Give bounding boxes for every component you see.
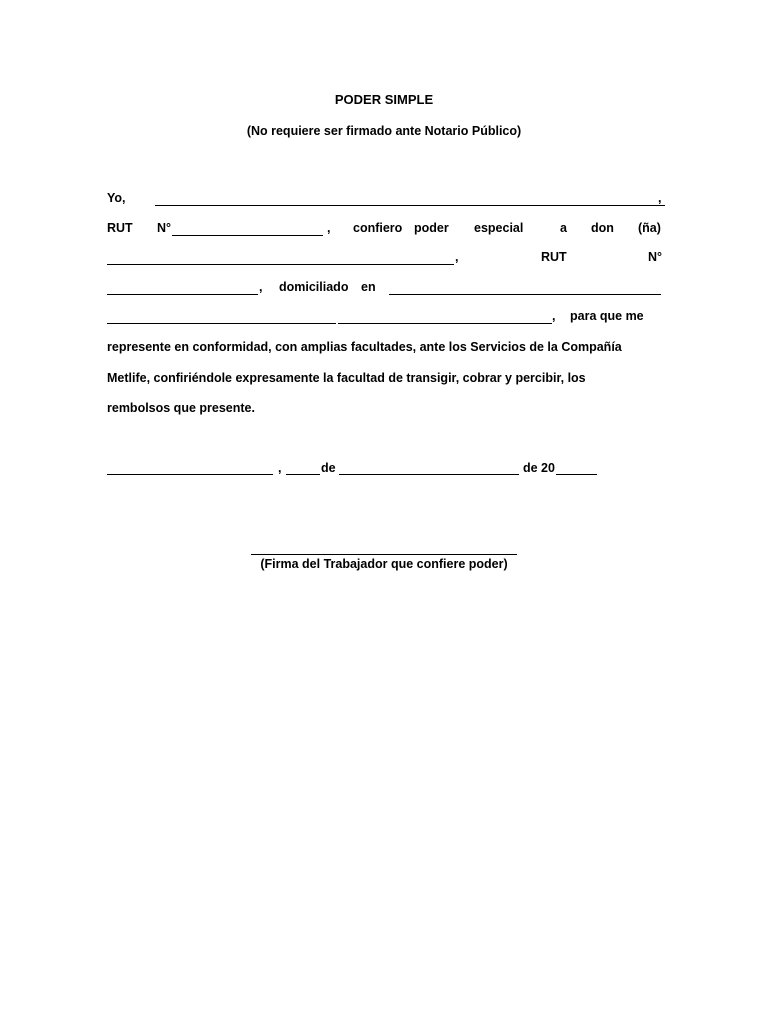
rut-field-line-2[interactable] (107, 294, 258, 295)
document-subtitle: (No requiere ser firmado ante Notario Público) (246, 124, 522, 138)
word-a: a (560, 221, 567, 235)
word-don: don (591, 221, 614, 235)
address-field-line-1[interactable] (389, 294, 661, 295)
label-rut-1: RUT (107, 221, 133, 235)
line3-comma: , (455, 250, 459, 264)
label-numero-2: N° (648, 250, 663, 264)
address-field-line-2a[interactable] (107, 323, 336, 324)
place-field-line[interactable] (107, 474, 273, 475)
month-field-line[interactable] (339, 474, 519, 475)
line4-comma: , (259, 280, 263, 294)
body-line-1: represente en conformidad, con amplias facultades, ante los Servicios de la Compañía (107, 340, 622, 354)
line2-comma: , (327, 221, 331, 235)
word-de-20: de 20 (523, 461, 555, 475)
word-confiero: confiero (353, 221, 403, 235)
phrase-para-que-me: para que me (570, 309, 644, 323)
date-comma: , (278, 461, 282, 475)
word-poder: poder (414, 221, 449, 235)
word-domiciliado: domiciliado (279, 280, 349, 294)
representative-name-field-line[interactable] (107, 264, 454, 265)
line5-comma: , (552, 309, 556, 323)
body-line-2: Metlife, confiriéndole expresamente la facultad de transigir, cobrar y percibir, los (107, 371, 586, 385)
signature-label: (Firma del Trabajador que confiere poder) (260, 557, 508, 571)
word-na: (ña) (638, 221, 661, 235)
label-rut-2: RUT (541, 250, 567, 264)
name-field-line[interactable] (155, 205, 665, 206)
label-yo: Yo, (107, 191, 126, 205)
day-field-line[interactable] (286, 474, 320, 475)
word-de-1: de (321, 461, 336, 475)
rut-field-line-1[interactable] (172, 235, 323, 236)
year-field-line[interactable] (556, 474, 597, 475)
document-title: PODER SIMPLE (334, 92, 434, 107)
body-line-3: rembolsos que presente. (107, 401, 255, 415)
label-numero-1: N° (157, 221, 172, 235)
address-field-line-2b[interactable] (338, 323, 552, 324)
word-en: en (361, 280, 376, 294)
word-especial: especial (474, 221, 524, 235)
line1-comma: , (658, 191, 662, 205)
signature-field-line[interactable] (251, 554, 517, 555)
